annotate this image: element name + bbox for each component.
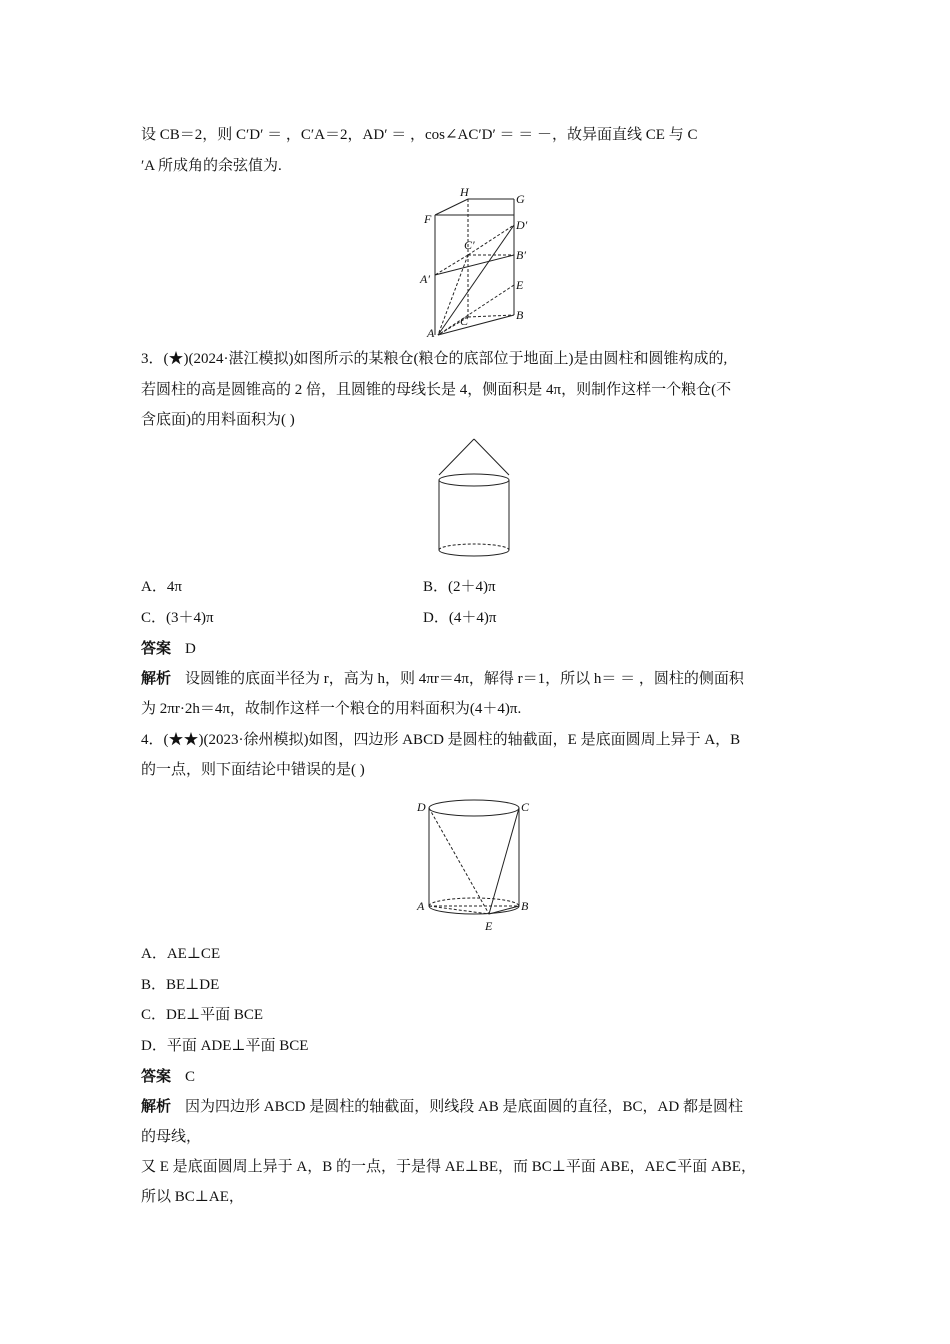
label-C: C: [521, 800, 530, 814]
q3-option-c: C．(3＋4)π: [141, 610, 214, 626]
q4-analysis-label: 解析: [141, 1099, 172, 1115]
q4-answer: [141, 1067, 195, 1087]
q3-option-b: B．(2＋4)π: [423, 579, 496, 595]
q4-option-c: C．DE⊥平面 BCE: [141, 1007, 264, 1023]
q3-answer: [141, 639, 196, 659]
q3-option-a: A．4π: [141, 579, 182, 595]
q4-analysis-line-1: 解析 因为四边形 ABCD 是圆柱的轴截面，则线段 AB 是底面圆的直径，BC，AD 都是圆柱: [141, 1099, 743, 1115]
prev-solution-line-2: ′A 所成角的余弦值为.: [141, 158, 282, 174]
label-A: A: [427, 326, 435, 340]
q4-answer-value: C: [185, 1069, 196, 1085]
label-B: B: [516, 308, 524, 322]
q3-stem-line-1: 3．(★)(2024·湛江模拟)如图所示的某粮仓(粮仓的底部位于地面上)是由圆柱和圆锥构成的,: [141, 351, 728, 367]
q4-analysis-line-2: 的母线，: [141, 1129, 202, 1145]
label-H: H: [460, 185, 469, 199]
label-B: B: [521, 899, 529, 913]
label-F: F: [424, 212, 432, 226]
label-E: E: [485, 919, 493, 933]
label-G: G: [516, 192, 525, 206]
q3-answer-value: D: [185, 641, 196, 657]
prism-figure: [418, 185, 538, 340]
prev-solution-line-1: 设 CB＝2，则 C′D′ ＝ ，C′A＝2，AD′ ＝ ，cos∠AC′D′ ＝ ＝ －，故异面直线 CE 与 C: [141, 127, 698, 143]
label-E: E: [516, 278, 524, 292]
granary-figure: [436, 436, 516, 564]
q4-stem-line-1: 4．(★★)(2023·徐州模拟)如图，四边形 ABCD 是圆柱的轴截面，E 是底面圆周上异于 A，B: [141, 732, 741, 748]
q3-analysis-line-2: 为 2πr·2h＝4π，故制作这样一个粮仓的用料面积为(4＋4)π.: [141, 701, 522, 717]
cylinder-figure: [414, 796, 554, 936]
q4-answer-label: 答案: [141, 1069, 172, 1085]
label-A: A: [417, 899, 425, 913]
q3-analysis-line-1: 解析 设圆锥的底面半径为 r，高为 h，则 4πr＝4π，解得 r＝1，所以 h＝ ＝ ，圆柱的侧面积: [141, 671, 744, 687]
q4-analysis-line-4: 所以 BC⊥AE，: [141, 1189, 244, 1205]
label-C: C: [460, 314, 469, 328]
q4-option-a: A．AE⊥CE: [141, 946, 221, 962]
label-A-prime: A′: [420, 272, 430, 286]
q3-stem-line-3: 含底面)的用料面积为( ): [141, 412, 295, 428]
q4-option-d: D．平面 ADE⊥平面 BCE: [141, 1038, 309, 1054]
label-D-prime: D′: [516, 218, 528, 232]
q3-stem-line-2: 若圆柱的高是圆锥高的 2 倍，且圆锥的母线长是 4，侧面积是 4π，则制作这样一个粮仓(不: [141, 382, 732, 398]
label-D: D: [417, 800, 426, 814]
q4-stem-line-2: 的一点，则下面结论中错误的是( ): [141, 762, 365, 778]
q4-option-b: B．BE⊥DE: [141, 977, 220, 993]
label-B-prime: B′: [516, 248, 526, 262]
q4-analysis-line-3: 又 E 是底面圆周上异于 A，B 的一点，于是得 AE⊥BE，而 BC⊥平面 ABE，AE⊂平面 ABE，: [141, 1159, 756, 1175]
q3-answer-label: 答案: [141, 641, 172, 657]
q3-analysis-label: 解析: [141, 671, 172, 687]
label-C-prime: C′: [464, 238, 475, 252]
q3-option-d: D．(4＋4)π: [423, 610, 497, 626]
